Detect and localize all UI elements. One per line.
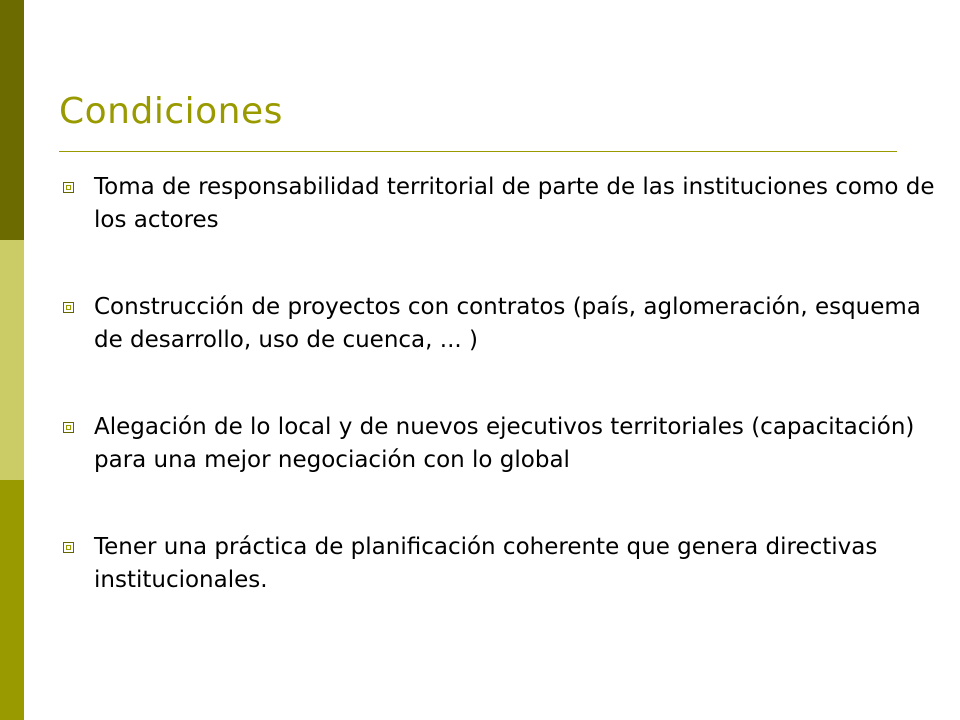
sidebar-bar — [0, 0, 24, 720]
bullet-item — [59, 531, 954, 597]
bullet-text: Tener una práctica de planificación coherente que genera directivas institucionales. — [94, 534, 878, 593]
square-bullet-icon — [63, 542, 74, 553]
square-bullet-icon — [63, 422, 74, 433]
square-bullet-icon — [63, 182, 74, 193]
title-divider — [59, 151, 897, 152]
bullet-item — [59, 291, 954, 357]
square-bullet-icon — [63, 302, 74, 313]
slide-title: Condiciones — [59, 91, 283, 132]
bullet-list — [59, 171, 954, 651]
bullet-item — [59, 411, 954, 477]
sidebar-segment-middle — [0, 240, 24, 480]
bullet-text: Construcción de proyectos con contratos (país, aglomeración, esquema de desarrollo, uso de cuenca, ... ) — [94, 294, 921, 353]
bullet-text: Alegación de lo local y de nuevos ejecutivos territoriales (capacitación) para una mejor negociación con lo global — [94, 414, 915, 473]
sidebar-segment-top — [0, 0, 24, 240]
sidebar-segment-bottom — [0, 480, 24, 720]
bullet-text: Toma de responsabilidad territorial de parte de las instituciones como de los actores — [94, 174, 935, 233]
bullet-item — [59, 171, 954, 237]
